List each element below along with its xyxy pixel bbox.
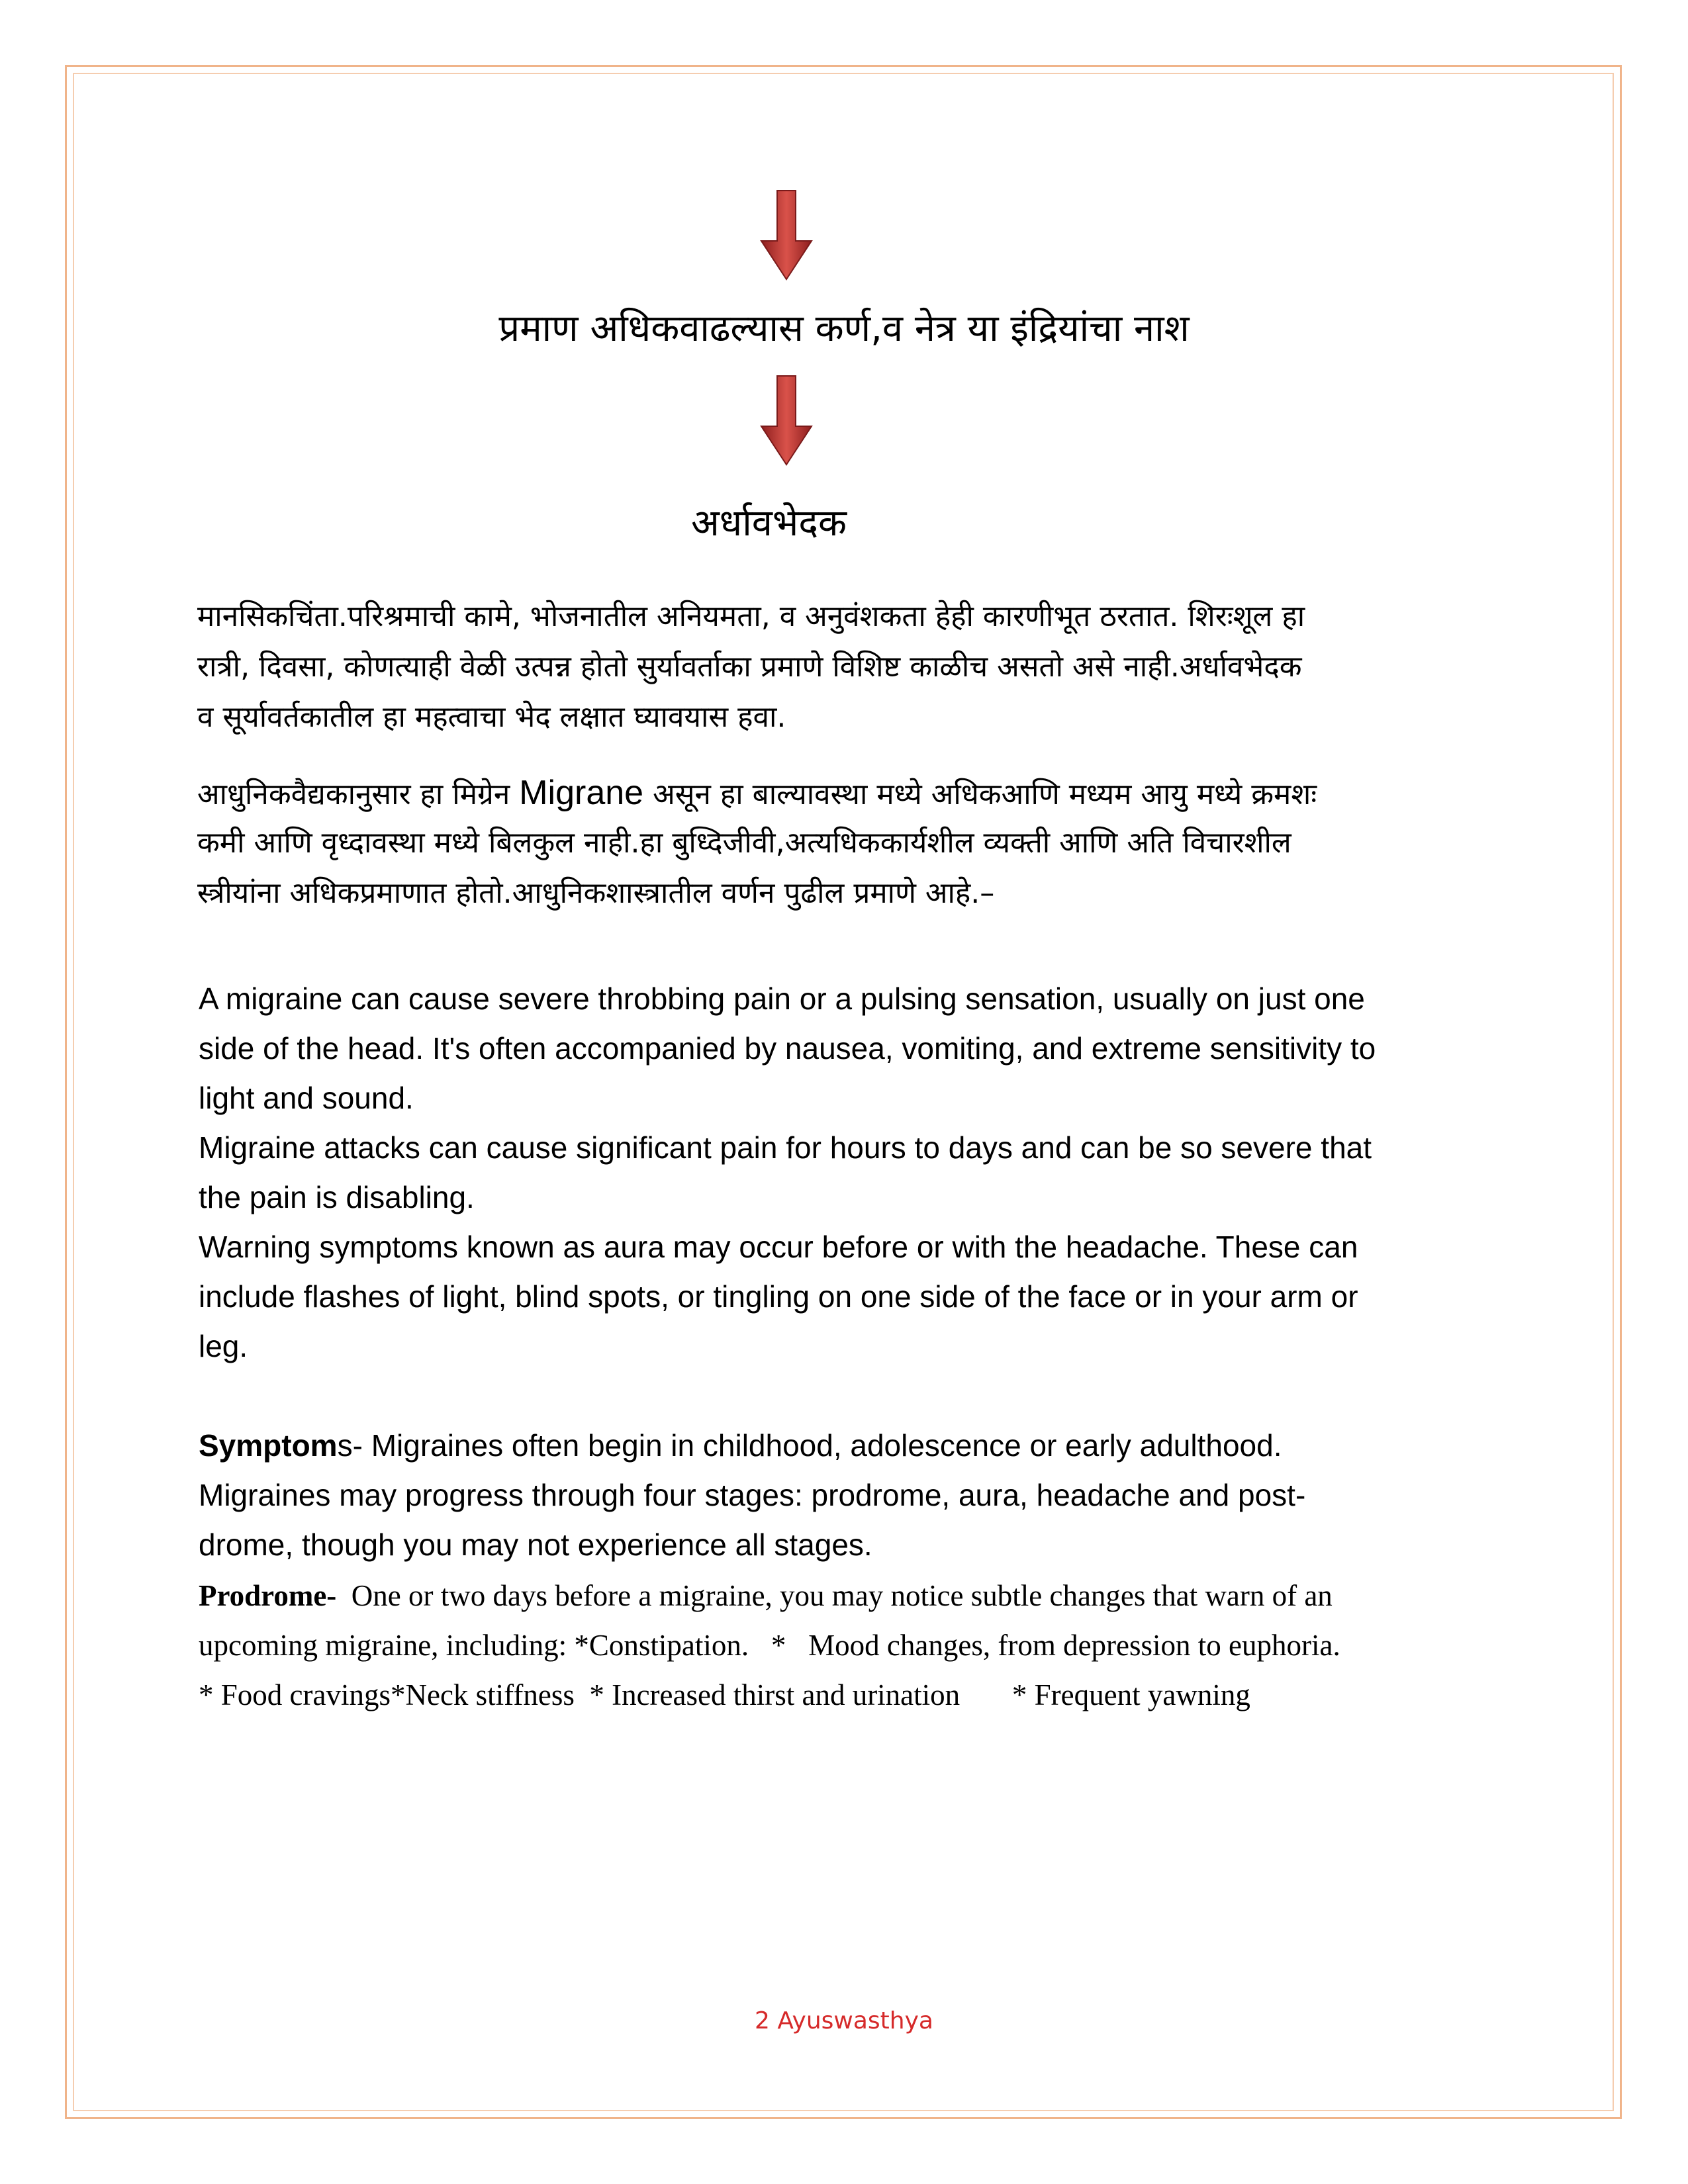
english-line-8: leg. (199, 1329, 248, 1363)
prodrome-line-1-rest: One or two days before a migraine, you may notice subtle changes that warn of an (336, 1579, 1333, 1612)
prodrome-line-2: upcoming migraine, including: *Constipation. * Mood changes, from depression to euphoria. (199, 1629, 1340, 1662)
marathi-p1-line1: मानसिकचिंता.परिश्रमाची कामे, भोजनातील अनियमता, व अनुवंशकता हेही कारणीभूत ठरतात. शिरःशूल हा (197, 600, 1305, 633)
english-line-5: the pain is disabling. (199, 1180, 475, 1214)
english-line-1: A migraine can cause severe throbbing pain or a pulsing sensation, usually on just one (199, 981, 1365, 1016)
marathi-p2-latin-term: Migrane (519, 774, 644, 812)
marathi-p1-line3: व सूर्यावर्तकातील हा महत्वाचा भेद लक्षात घ्यावयास हवा. (197, 700, 786, 734)
prodrome-line-3: * Food cravings*Neck stiffness * Increased thirst and urination * Frequent yawning (199, 1678, 1250, 1711)
prodrome-label: Prodrome- (199, 1579, 337, 1612)
english-line-3: light and sound. (199, 1081, 414, 1115)
flow-heading-1: प्रमाण अधिकवाढल्यास कर्ण,व नेत्र या इंद्रियांचा नाश (498, 307, 1190, 350)
english-line-7: include flashes of light, blind spots, or tingling on one side of the face or in your arm or (199, 1279, 1358, 1314)
flow-heading-2: अर्धावभेदक (691, 502, 847, 545)
marathi-p2-line3: स्त्रीयांना अधिकप्रमाणात होतो.आधुनिकशास्त्रातील वर्णन पुढील प्रमाणे आहे.– (197, 876, 995, 910)
english-line-4: Migraine attacks can cause significant pain for hours to days and can be so severe that (199, 1130, 1372, 1165)
symptoms-label: Symptom (199, 1428, 338, 1463)
marathi-p2-line1-a: आधुनिकवैद्यकानुसार हा मिग्रेन (197, 778, 520, 811)
symptoms-line-2: Migraines may progress through four stages: prodrome, aura, headache and post- (199, 1478, 1306, 1512)
marathi-p2-line1-c: असून हा बाल्यावस्था मध्ये अधिकआणि मध्यम आयु मध्ये क्रमशः (643, 778, 1317, 811)
symptoms-label-suffix: s (337, 1428, 353, 1463)
symptoms-line-3: drome, though you may not experience all stages. (199, 1527, 872, 1562)
english-line-2: side of the head. It's often accompanied by nausea, vomiting, and extreme sensitivity to (199, 1031, 1376, 1066)
down-arrow-icon (760, 375, 813, 467)
page-footer: 2 Ayuswasthya (755, 2007, 933, 2034)
marathi-p2-line2: कमी आणि वृध्दावस्था मध्ये बिलकुल नाही.हा बुध्दिजीवी,अत्यधिककार्यशील व्यक्ती आणि अति विचारशील (197, 826, 1291, 860)
marathi-p1-line2: रात्री, दिवसा, कोणत्याही वेळी उत्पन्न होतो सुर्यावर्ताका प्रमाणे विशिष्ट काळीच असतो असे नाही.अर्धावभेदक (197, 650, 1302, 684)
marathi-p2-line1 (197, 768, 1508, 820)
down-arrow-icon (760, 189, 813, 282)
symptoms-line-1-rest: - Migraines often begin in childhood, adolescence or early adulthood. (352, 1428, 1282, 1463)
prodrome-line-1 (199, 1571, 1523, 1621)
english-line-6: Warning symptoms known as aura may occur before or with the headache. These can (199, 1230, 1358, 1264)
symptoms-line-1 (199, 1421, 1509, 1471)
